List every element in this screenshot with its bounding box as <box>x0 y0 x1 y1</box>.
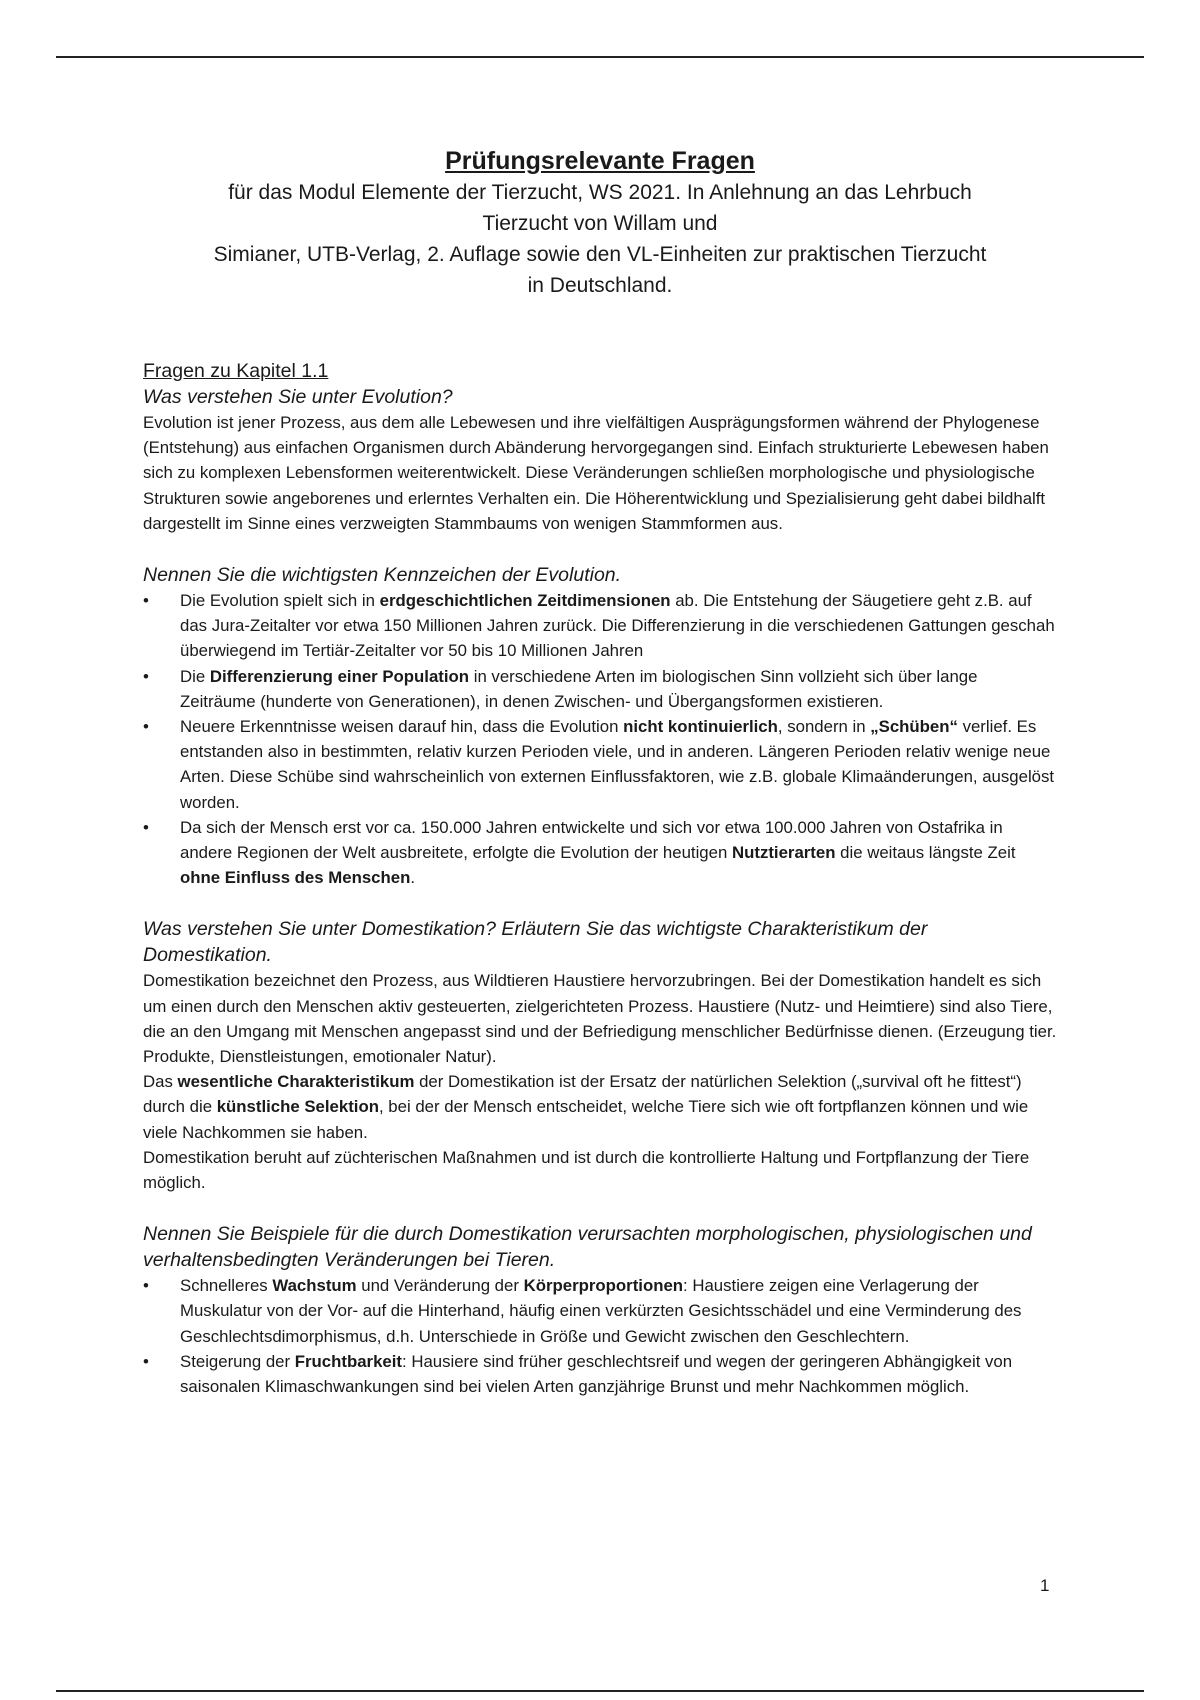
evolution-features-list <box>143 588 1057 890</box>
list-item-bold: „Schüben“ <box>870 717 958 737</box>
list-item-text: Da sich der Mensch erst vor ca. 150.000 Jahren entwickelte und sich vor etwa 100.000 Jahren von Ostafrika in andere Regionen der Welt ausbreitete, erfolgte die Evolution der heutigen <box>180 817 1003 863</box>
list-item <box>143 714 1057 815</box>
list-item-text: Schnelleres <box>180 1276 273 1296</box>
bullet-icon: • <box>143 817 149 837</box>
header-rule <box>56 56 1144 58</box>
list-item-text: Die Evolution spielt sich in <box>180 591 380 611</box>
answer-domestication-p2 <box>143 1069 1057 1145</box>
answer-domestication-p3: Domestikation beruht auf züchterischen Maßnahmen und ist durch die kontrollierte Haltung und Fortpflanzung der Tiere möglich. <box>143 1147 1030 1193</box>
list-item-bold: erdgeschichtlichen Zeitdimensionen <box>379 591 671 611</box>
bullet-icon: • <box>143 1351 149 1371</box>
list-item-bold: nicht kontinuierlich <box>623 717 778 737</box>
list-item-text: verlief. Es entstanden also in bestimmten, relativ kurzen Perioden viele, und in anderen. Längeren Perioden relativ wenige neue Arten. Diese Schübe sind wahrscheinlich von externen Einflussfaktoren, wie z.B. globale Klimaänderungen, ausgelöst worden. <box>180 717 1055 812</box>
list-item-bold: Nutztierarten <box>731 843 836 863</box>
list-item-bold: Wachstum <box>272 1276 357 1296</box>
bullet-icon: • <box>143 591 149 611</box>
list-item-text: Steigerung der <box>180 1351 295 1371</box>
list-item-text: Die <box>180 666 210 686</box>
list-item-text: : Hausiere sind früher geschlechtsreif und wegen der geringeren Abhängigkeit von saisonalen Klimaschwankungen sind bei vielen Arten ganzjährige Brunst und mehr Nachkommen möglich. <box>180 1351 1013 1397</box>
title-block <box>143 145 1057 301</box>
answer-domestication-p1: Domestikation bezeichnet den Prozess, aus Wildtieren Haustiere hervorzubringen. Bei der Domestikation handelt es sich um einen durch den Menschen aktiv gesteuerten, zielgerichteten Prozess. Haustiere (Nutz- und Heimtiere) sind also Tiere, die an den Umgang mit Menschen angepasst sind und der Befriedigung menschlicher Bedürfnisse dienen. (Erzeugung tier. Produkte, Dienstleistungen, emotionaler Natur). <box>143 971 1057 1067</box>
list-item-text: in verschiedene Arten im biologischen Sinn vollzieht sich über lange Zeiträume (hunderte von Generationen), in denen Zwischen- und Übergangsformen existieren. <box>180 666 978 711</box>
spacer <box>143 890 1057 916</box>
subtitle-line-3: Simianer, UTB-Verlag, 2. Auflage sowie den VL-Einheiten zur praktischen Tierzucht <box>213 243 987 266</box>
list-item-bold: ohne Einfluss des Menschen <box>180 868 411 888</box>
question-evolution-features: Nennen Sie die wichtigsten Kennzeichen der Evolution. <box>143 564 622 587</box>
subtitle-line-2: Tierzucht von Willam und <box>482 212 718 235</box>
paragraph-text: Das <box>143 1072 178 1092</box>
subtitle-line-1: für das Modul Elemente der Tierzucht, WS 2021. In Anlehnung an das Lehrbuch <box>228 181 972 204</box>
spacer <box>143 536 1057 562</box>
question-domestication-changes: Nennen Sie Beispiele für die durch Domestikation verursachten morphologischen, physiologischen und verhaltensbedingten Veränderungen bei Tieren. <box>143 1223 1032 1272</box>
document-title: Prüfungsrelevante Fragen <box>445 147 755 175</box>
list-item-text: , sondern in <box>777 717 871 737</box>
list-item-text: : Haustiere zeigen eine Verlagerung der Muskulatur von der Vor- auf die Hinterhand, häufig einen verkürzten Gesichtsschädel und eine Verminderung des Geschlechtsdimorphismus, d.h. Unterschiede in Größe und Gewicht zwischen den Geschlechtern. <box>180 1276 1022 1346</box>
list-item <box>143 815 1057 891</box>
page-number: 1 <box>1040 1576 1050 1595</box>
paragraph-bold: wesentliche Charakteristikum <box>177 1072 415 1092</box>
list-item-text: und Veränderung der <box>356 1276 524 1296</box>
answer-evolution: Evolution ist jener Prozess, aus dem alle Lebewesen und ihre vielfältigen Ausprägungsformen während der Phylogenese (Entstehung) aus einfachen Organismen durch Abänderung hervorgegangen sind. Einfach strukturierte Lebewesen haben sich zu komplexen Lebensformen weiterentwickelt. Diese Veränderungen schließen morphologische und physiologische Strukturen sowie angeborenes und erlerntes Verhalten ein. Die Höherentwicklung und Spezialisierung geht dabei bildhalft dargestellt im Sinne eines verzweigten Stammbaums von wenigen Stammformen aus. <box>143 413 1049 533</box>
footer-rule <box>56 1690 1144 1692</box>
paragraph-text: der Domestikation ist der Ersatz der natürlichen Selektion („survival oft he fittest“) durch die <box>143 1072 1022 1117</box>
list-item-bold: Differenzierung einer Population <box>209 666 470 686</box>
question-domestication: Was verstehen Sie unter Domestikation? Erläutern Sie das wichtigste Charakteristikum der Domestikation. <box>143 918 928 967</box>
domestication-changes-list <box>143 1273 1057 1399</box>
paragraph-text: , bei der der Mensch entscheidet, welche Tiere sich wie oft fortpflanzen können und wie viele Nachkommen sie haben. <box>143 1097 1029 1142</box>
list-item-text: die weitaus längste Zeit <box>835 843 1016 863</box>
list-item <box>143 1273 1057 1349</box>
list-item <box>143 588 1057 664</box>
list-item <box>143 1349 1057 1399</box>
spacer <box>143 1195 1057 1221</box>
list-item-text: Neuere Erkenntnisse weisen darauf hin, dass die Evolution <box>180 717 624 737</box>
question-evolution: Was verstehen Sie unter Evolution? <box>143 386 453 408</box>
list-item-bold: Fruchtbarkeit <box>294 1351 402 1371</box>
paragraph-bold: künstliche Selektion <box>216 1097 379 1117</box>
document-body <box>143 358 1057 1399</box>
bullet-icon: • <box>143 666 149 686</box>
list-item-text: . <box>410 868 415 888</box>
chapter-heading: Fragen zu Kapitel 1.1 <box>143 360 329 382</box>
list-item <box>143 664 1057 714</box>
list-item-text: ab. Die Entstehung der Säugetiere geht z.B. auf das Jura-Zeitalter vor etwa 150 Millionen Jahren zurück. Die Differenzierung in die verschiedenen Gattungen geschah überwiegend im Tertiär-Zeitalter vor 50 bis 10 Millionen Jahren <box>180 591 1055 661</box>
bullet-icon: • <box>143 1276 149 1296</box>
bullet-icon: • <box>143 717 149 737</box>
list-item-bold: Körperproportionen <box>523 1276 684 1296</box>
subtitle-line-4: in Deutschland. <box>527 274 673 297</box>
